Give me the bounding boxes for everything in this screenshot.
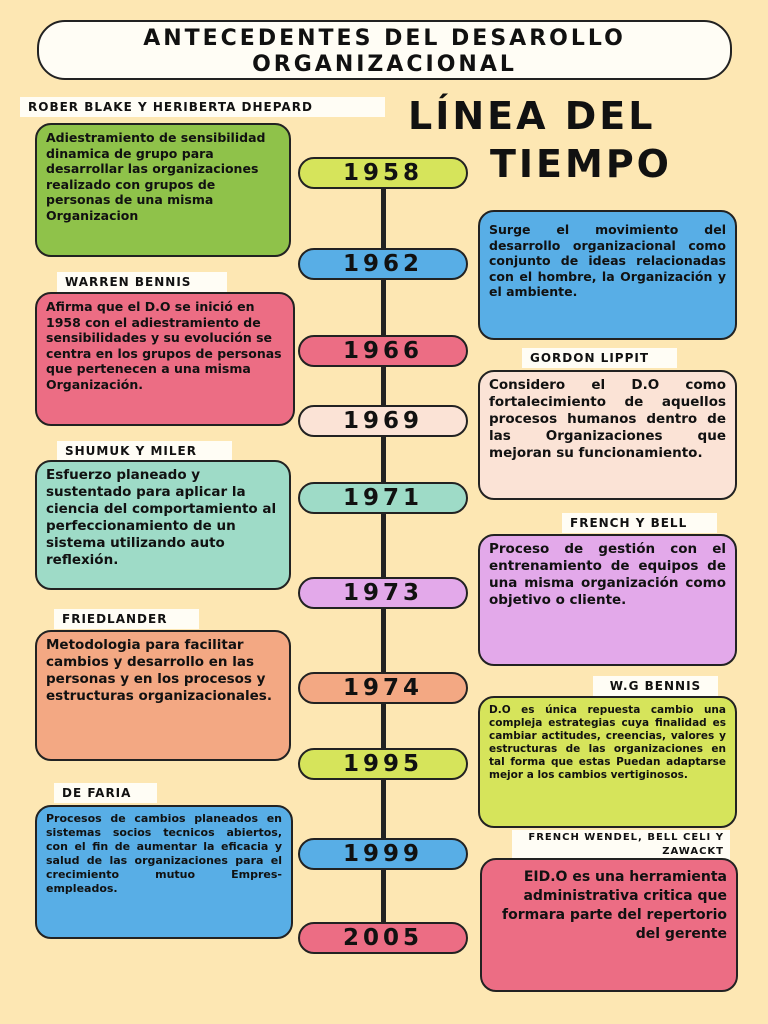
timeline-title-line1: LÍNEA DEL <box>408 94 656 138</box>
event-card-1971: Esfuerzo planeado y sustentado para aplicar la ciencia del comportamiento al perfeccionamiento de un sistema utilizando auto reflexión. <box>35 460 291 590</box>
author-label-shumuk: SHUMUK Y MILER <box>57 441 232 461</box>
year-pill: 1962 <box>298 248 468 280</box>
year-pill: 1973 <box>298 577 468 609</box>
year-pill: 1958 <box>298 157 468 189</box>
author-label-friedlander: FRIEDLANDER <box>54 609 199 629</box>
event-card-1973: Proceso de gestión con el entrenamiento de equipos de una misma organización como objetivo o cliente. <box>478 534 737 666</box>
main-title-line2: ORGANIZACIONAL <box>252 52 517 77</box>
year-pill: 1969 <box>298 405 468 437</box>
event-card-1999: Procesos de cambios planeados en sistemas socios tecnicos abiertos, con el fin de aumentar la eficacia y salud de las organizaciones para el crecimiento mutuo Empres-empleados. <box>35 805 293 939</box>
author-label-lippit: GORDON LIPPIT <box>522 348 677 368</box>
author-label-french-wendel-line2: ZAWACKT <box>662 846 724 857</box>
event-card-1969: Considero el D.O como fortalecimiento de aquellos procesos humanos dentro de las Organizaciones que mejoran su funcionamiento. <box>478 370 737 500</box>
year-pill: 1971 <box>298 482 468 514</box>
event-card-1974: Metodologia para facilitar cambios y desarrollo en las personas y en los procesos y estructuras organizacionales. <box>35 630 291 761</box>
main-title-box <box>37 20 732 80</box>
author-label-bennis: WARREN BENNIS <box>57 272 227 292</box>
year-pill: 1999 <box>298 838 468 870</box>
main-title-line1: ANTECEDENTES DEL DESAROLLO <box>143 26 626 51</box>
author-label-french-wendel <box>512 830 730 860</box>
timeline-axis <box>381 175 386 940</box>
event-card-1958: Adiestramiento de sensibilidad dinamica de grupo para desarrollar las organizaciones realizado con grupos de personas de una misma Organizacion <box>35 123 291 257</box>
event-card-1962: Surge el movimiento del desarrollo organizacional como conjunto de ideas relacionadas con el hombre, la Organización y el ambiente. <box>478 210 737 340</box>
year-pill: 2005 <box>298 922 468 954</box>
author-label-french-wendel-line1: FRENCH WENDEL, BELL CELI Y <box>528 832 724 843</box>
author-label-de-faria: DE FARIA <box>54 783 157 803</box>
event-card-1966: Afirma que el D.O se inició en 1958 con el adiestramiento de sensibilidades y su evolución se centra en los grupos de personas que pertenecen a una misma Organización. <box>35 292 295 426</box>
author-label-wg-bennis: W.G BENNIS <box>593 676 718 696</box>
year-pill: 1974 <box>298 672 468 704</box>
author-label-blake: ROBER BLAKE Y HERIBERTA DHEPARD <box>20 97 385 117</box>
year-pill: 1995 <box>298 748 468 780</box>
author-label-french-bell: FRENCH Y BELL <box>562 513 717 533</box>
event-card-1995: D.O es única repuesta cambio una compleja estrategias cuya finalidad es cambiar actitudes, creencias, valores y estructuras de las organizaciones en tal forma que estas Puedan adaptarse mejor a los cambios vertiginosos. <box>478 696 737 828</box>
year-pill: 1966 <box>298 335 468 367</box>
event-card-2005: EID.O es una herramienta administrativa critica que formara parte del repertorio del gerente <box>480 858 738 992</box>
timeline-title-line2: TIEMPO <box>490 142 672 186</box>
